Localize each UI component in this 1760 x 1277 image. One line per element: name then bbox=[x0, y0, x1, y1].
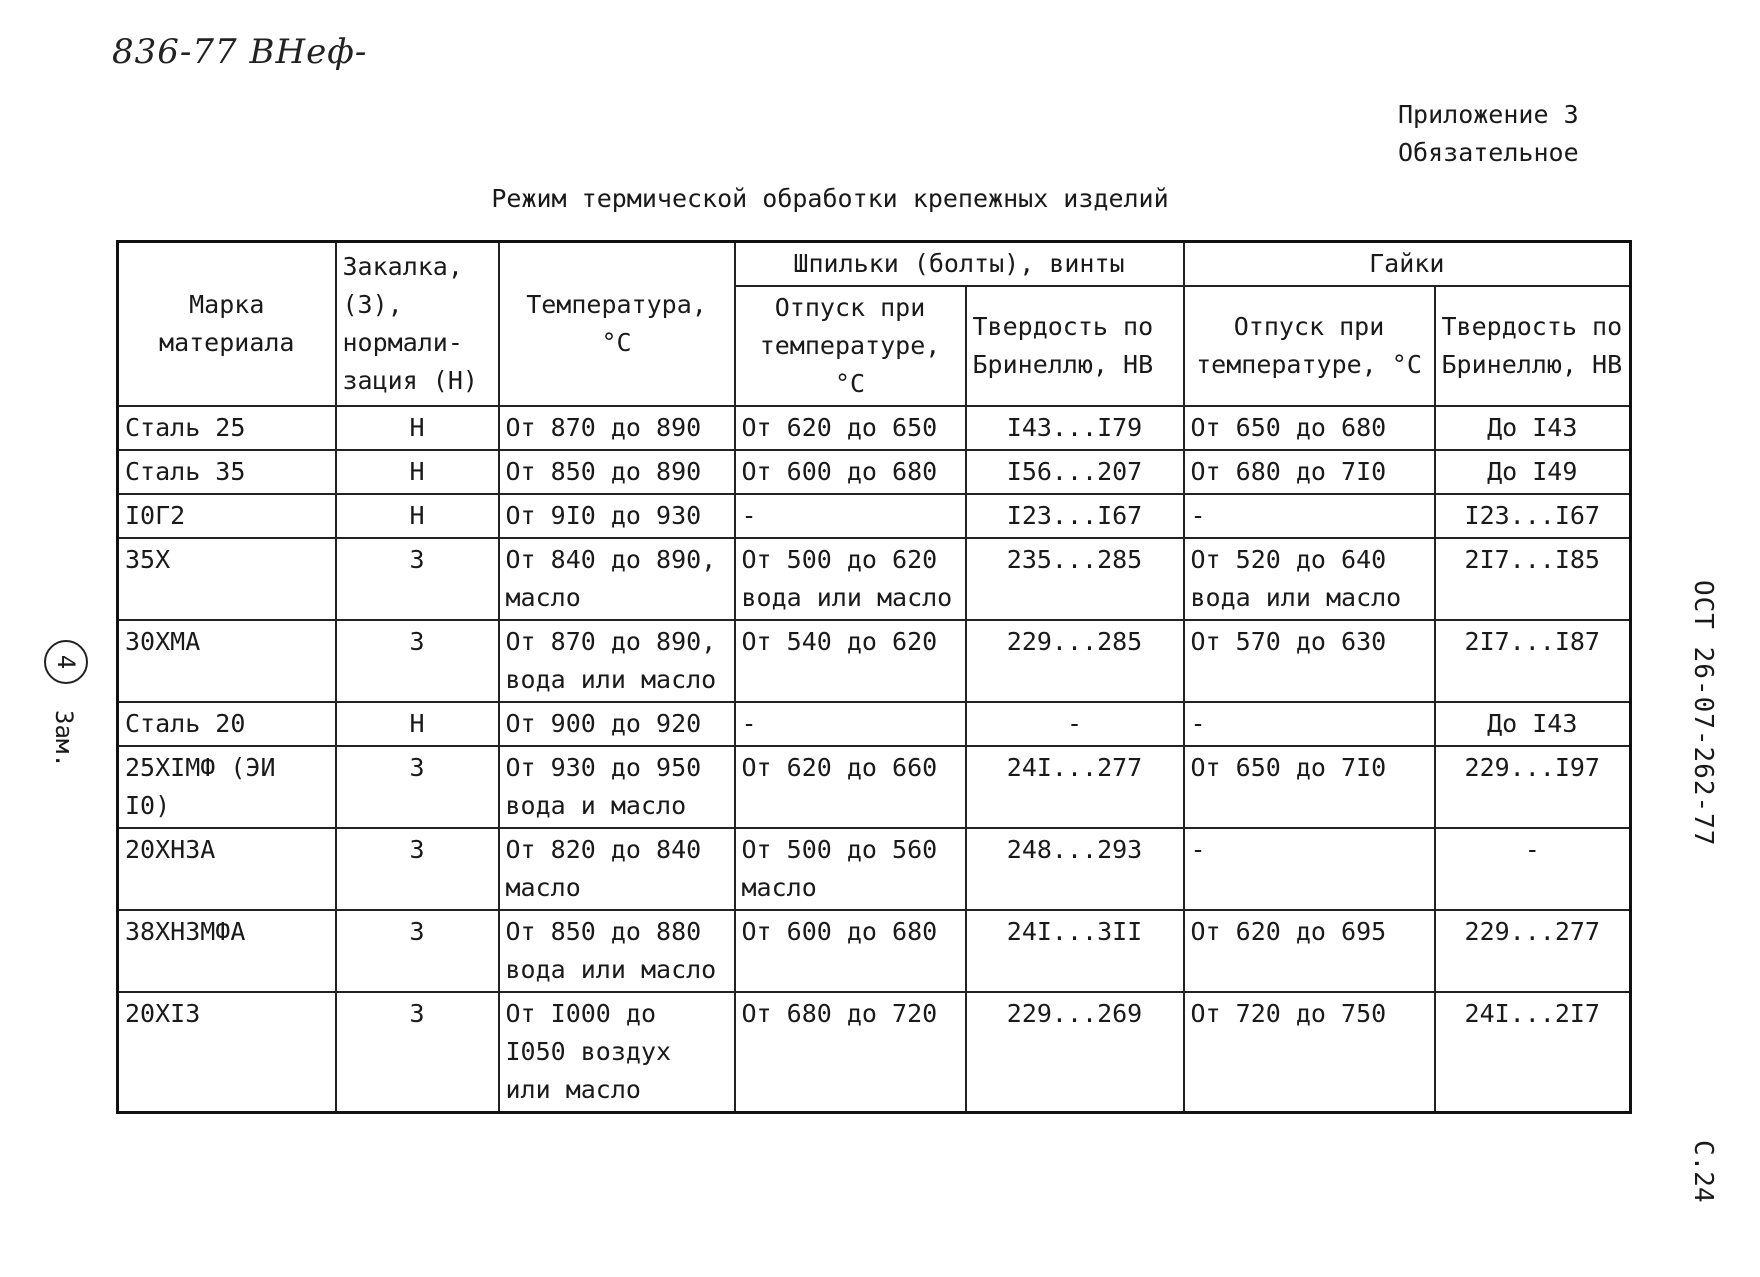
cell-studs-hardness: 229...285 bbox=[966, 620, 1184, 702]
cell-nuts-temper: - bbox=[1184, 702, 1435, 746]
table-row bbox=[118, 702, 1631, 746]
appendix-number: Приложение 3 bbox=[1398, 100, 1579, 129]
cell-studs-hardness: - bbox=[966, 702, 1184, 746]
table-row bbox=[118, 450, 1631, 494]
cell-studs-hardness: 229...269 bbox=[966, 992, 1184, 1113]
cell-nuts-temper: - bbox=[1184, 828, 1435, 910]
cell-material: Сталь 35 bbox=[118, 450, 336, 494]
cell-temperature: От 870 до 890, вода или масло bbox=[499, 620, 735, 702]
change-number-badge: 4 bbox=[44, 640, 88, 684]
cell-temperature: От 9I0 до 930 bbox=[499, 494, 735, 538]
document-code: ОСТ 26-07-262-77 bbox=[1688, 580, 1718, 847]
header-material: Марка материала bbox=[118, 242, 336, 407]
cell-quench: Н bbox=[336, 406, 499, 450]
cell-studs-temper: От 500 до 620 вода или масло bbox=[735, 538, 966, 620]
cell-temperature: От 870 до 890 bbox=[499, 406, 735, 450]
appendix-label bbox=[1398, 96, 1579, 172]
cell-quench: З bbox=[336, 992, 499, 1113]
table-row bbox=[118, 910, 1631, 992]
cell-nuts-hardness: 2I7...I85 bbox=[1435, 538, 1631, 620]
cell-nuts-temper: От 650 до 680 bbox=[1184, 406, 1435, 450]
cell-studs-temper: От 600 до 680 bbox=[735, 910, 966, 992]
header-nuts-group: Гайки bbox=[1184, 242, 1631, 287]
cell-nuts-temper: От 620 до 695 bbox=[1184, 910, 1435, 992]
cell-nuts-temper: От 650 до 7I0 bbox=[1184, 746, 1435, 828]
cell-material: 20ХI3 bbox=[118, 992, 336, 1113]
cell-nuts-hardness: 24I...2I7 bbox=[1435, 992, 1631, 1113]
header-quench: Закалка, (З), нормали- зация (Н) bbox=[336, 242, 499, 407]
cell-temperature: От 850 до 890 bbox=[499, 450, 735, 494]
cell-studs-hardness: I56...207 bbox=[966, 450, 1184, 494]
cell-studs-temper: - bbox=[735, 494, 966, 538]
cell-quench: Н bbox=[336, 702, 499, 746]
cell-material: 38ХН3МФА bbox=[118, 910, 336, 992]
cell-studs-hardness: 235...285 bbox=[966, 538, 1184, 620]
table-row bbox=[118, 406, 1631, 450]
page-number: С.24 bbox=[1688, 1140, 1718, 1203]
cell-quench: З bbox=[336, 538, 499, 620]
change-label: Зам. bbox=[50, 710, 78, 768]
cell-studs-temper: От 600 до 680 bbox=[735, 450, 966, 494]
cell-studs-hardness: I23...I67 bbox=[966, 494, 1184, 538]
cell-studs-temper: От 620 до 650 bbox=[735, 406, 966, 450]
header-temperature: Температура, °С bbox=[499, 242, 735, 407]
table-row bbox=[118, 494, 1631, 538]
cell-temperature: От 820 до 840 масло bbox=[499, 828, 735, 910]
cell-material: 35Х bbox=[118, 538, 336, 620]
table-row bbox=[118, 746, 1631, 828]
cell-quench: Н bbox=[336, 494, 499, 538]
cell-nuts-hardness: До I43 bbox=[1435, 406, 1631, 450]
cell-nuts-hardness: До I43 bbox=[1435, 702, 1631, 746]
cell-quench: З bbox=[336, 910, 499, 992]
table-row bbox=[118, 828, 1631, 910]
header-studs-group: Шпильки (болты), винты bbox=[735, 242, 1184, 287]
cell-quench: З bbox=[336, 828, 499, 910]
cell-studs-hardness: I43...I79 bbox=[966, 406, 1184, 450]
cell-nuts-hardness: 2I7...I87 bbox=[1435, 620, 1631, 702]
cell-temperature: От 840 до 890, масло bbox=[499, 538, 735, 620]
table-row bbox=[118, 538, 1631, 620]
cell-material: Сталь 20 bbox=[118, 702, 336, 746]
cell-studs-hardness: 24I...277 bbox=[966, 746, 1184, 828]
appendix-status: Обязательное bbox=[1398, 138, 1579, 167]
cell-quench: З bbox=[336, 620, 499, 702]
cell-nuts-hardness: I23...I67 bbox=[1435, 494, 1631, 538]
cell-material: I0Г2 bbox=[118, 494, 336, 538]
cell-nuts-hardness: - bbox=[1435, 828, 1631, 910]
cell-studs-temper: От 500 до 560 масло bbox=[735, 828, 966, 910]
cell-nuts-hardness: 229...I97 bbox=[1435, 746, 1631, 828]
table-body bbox=[118, 406, 1631, 1113]
cell-nuts-hardness: До I49 bbox=[1435, 450, 1631, 494]
table-row bbox=[118, 620, 1631, 702]
cell-nuts-temper: От 720 до 750 bbox=[1184, 992, 1435, 1113]
cell-material: 25ХIМФ (ЭИ I0) bbox=[118, 746, 336, 828]
cell-studs-temper: От 680 до 720 bbox=[735, 992, 966, 1113]
header-studs-temper: Отпуск при температуре, °С bbox=[735, 286, 966, 406]
header-studs-hardness: Твердость по Бринеллю, НВ bbox=[966, 286, 1184, 406]
cell-studs-temper: От 540 до 620 bbox=[735, 620, 966, 702]
cell-quench: Н bbox=[336, 450, 499, 494]
cell-material: Сталь 25 bbox=[118, 406, 336, 450]
cell-nuts-temper: От 570 до 630 bbox=[1184, 620, 1435, 702]
cell-studs-hardness: 24I...3II bbox=[966, 910, 1184, 992]
cell-temperature: От I000 до I050 воздух или масло bbox=[499, 992, 735, 1113]
cell-temperature: От 850 до 880 вода или масло bbox=[499, 910, 735, 992]
cell-studs-temper: От 620 до 660 bbox=[735, 746, 966, 828]
cell-nuts-temper: - bbox=[1184, 494, 1435, 538]
document-title: Режим термической обработки крепежных изделий bbox=[491, 184, 1169, 213]
header-nuts-hardness: Твердость по Бринеллю, НВ bbox=[1435, 286, 1631, 406]
cell-studs-temper: - bbox=[735, 702, 966, 746]
heat-treatment-table bbox=[116, 240, 1632, 1114]
cell-temperature: От 900 до 920 bbox=[499, 702, 735, 746]
cell-temperature: От 930 до 950 вода и масло bbox=[499, 746, 735, 828]
cell-studs-hardness: 248...293 bbox=[966, 828, 1184, 910]
header-nuts-temper: Отпуск при температуре, °С bbox=[1184, 286, 1435, 406]
cell-nuts-hardness: 229...277 bbox=[1435, 910, 1631, 992]
handwritten-annotation: 836-77 ВНеф- bbox=[112, 32, 368, 72]
cell-quench: З bbox=[336, 746, 499, 828]
table-row bbox=[118, 992, 1631, 1113]
cell-material: 20ХН3А bbox=[118, 828, 336, 910]
cell-material: 30ХМА bbox=[118, 620, 336, 702]
cell-nuts-temper: От 520 до 640 вода или масло bbox=[1184, 538, 1435, 620]
cell-nuts-temper: От 680 до 7I0 bbox=[1184, 450, 1435, 494]
